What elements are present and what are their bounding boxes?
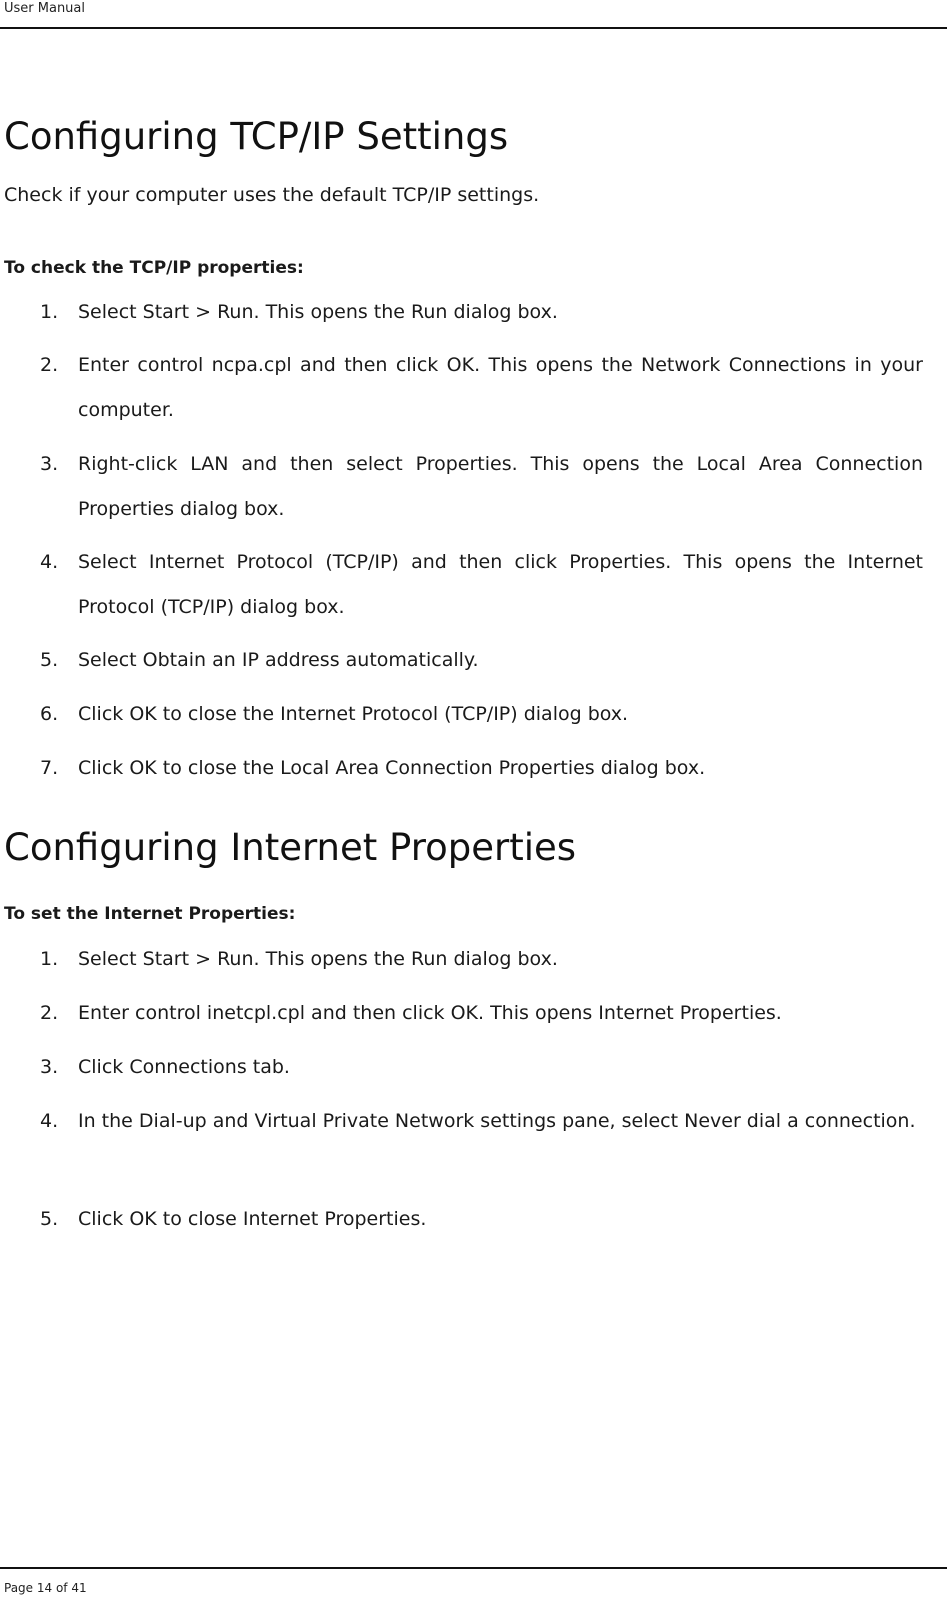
step-number: 5. [40,649,59,671]
section-title-internet-properties: Configuring Internet Properties [4,826,577,869]
step-text: Select Internet Protocol (TCP/IP) and then click Properties. This opens the Internet Protocol (TCP/IP) dialog box. [78,551,923,618]
step-text: Click OK to close Internet Properties. [78,1208,427,1230]
step-number: 1. [40,301,59,323]
step-number: 3. [40,1056,59,1078]
step-text: Click OK to close the Local Area Connection Properties dialog box. [78,757,706,779]
step-number: 4. [40,551,59,573]
step-text: Click OK to close the Internet Protocol (TCP/IP) dialog box. [78,703,629,725]
step-number: 4. [40,1110,59,1132]
step-number: 3. [40,453,59,475]
header-rule [0,27,947,29]
step-text: Select Start > Run. This opens the Run dialog box. [78,948,558,970]
step-number: 6. [40,703,59,725]
step-text: Enter control ncpa.cpl and then click OK. This opens the Network Connections in your computer. [78,354,923,421]
step-text: Select Start > Run. This opens the Run dialog box. [78,301,558,323]
footer-rule [0,1567,947,1569]
section-intro: Check if your computer uses the default TCP/IP settings. [4,184,540,206]
step-number: 1. [40,948,59,970]
step-text: Select Obtain an IP address automatically. [78,649,479,671]
procedure-title-internet: To set the Internet Properties: [4,904,296,924]
running-header: User Manual [4,1,86,16]
step-text: Click Connections tab. [78,1056,290,1078]
procedure-title-tcpip: To check the TCP/IP properties: [4,258,304,278]
step-number: 2. [40,1002,59,1024]
step-number: 5. [40,1208,59,1230]
step-text: Enter control inetcpl.cpl and then click OK. This opens Internet Properties. [78,1002,782,1024]
step-number: 2. [40,354,59,376]
page-number: Page 14 of 41 [4,1581,87,1595]
step-text: Right-click LAN and then select Properties. This opens the Local Area Connection Properties dialog box. [78,453,923,520]
section-title-tcpip: Configuring TCP/IP Settings [4,115,509,158]
step-number: 7. [40,757,59,779]
step-text: In the Dial-up and Virtual Private Network settings pane, select Never dial a connection. [78,1110,916,1132]
